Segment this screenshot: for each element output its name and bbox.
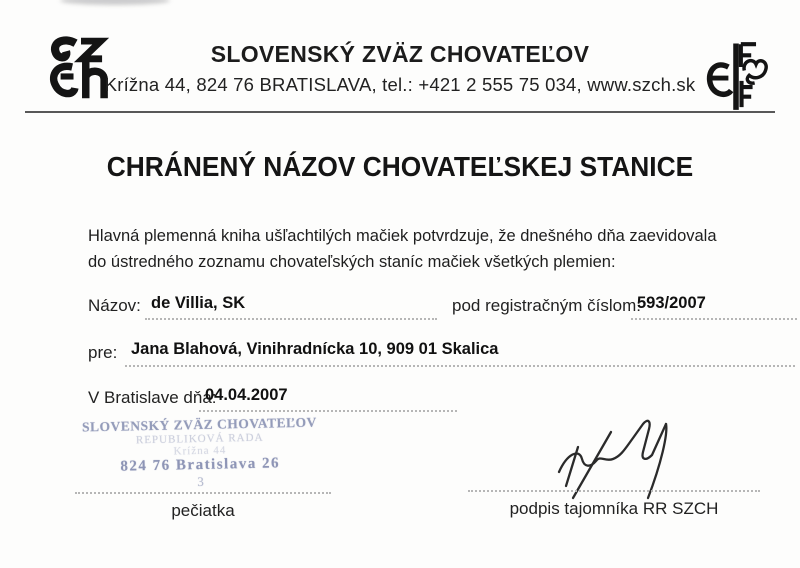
signature-caption-line — [468, 490, 760, 492]
org-address: Krížna 44, 824 76 BRATISLAVA, tel.: +421 2 555 75 034, www.szch.sk — [104, 74, 696, 95]
reg-number-label: pod registračným číslom: — [452, 296, 641, 315]
name-label: Názov: — [88, 296, 141, 315]
reg-number-value: 593/2007 — [637, 294, 706, 312]
official-stamp — [79, 414, 320, 492]
stamp-line-2: REPUBLIKOVÁ RADA — [135, 431, 264, 447]
stamp-line-5: 3 — [197, 473, 204, 490]
owner-label: pre: — [88, 343, 118, 362]
name-value: de Villia, SK — [151, 294, 246, 312]
stamp-caption: pečiatka — [171, 501, 235, 520]
header-divider — [25, 111, 775, 113]
name-dotted-line — [145, 318, 437, 320]
owner-dotted-line — [125, 365, 795, 367]
date-dotted-line — [199, 410, 457, 412]
owner-value: Jana Blahová, Vinihradnícka 10, 909 01 Skalica — [131, 340, 499, 358]
date-label: V Bratislave dňa: — [88, 388, 217, 407]
stamp-line-4: 824 76 Bratislava 26 — [120, 455, 281, 475]
date-value: 04.04.2007 — [205, 386, 288, 404]
signature — [545, 402, 700, 502]
intro-line-2: do ústredného zoznamu chovateľských staníc mačiek všetkých plemien: — [88, 253, 616, 271]
intro-paragraph — [88, 223, 748, 275]
document-title: CHRÁNENÝ NÁZOV CHOVATEĽSKEJ STANICE — [106, 151, 694, 182]
stamp-caption-line — [75, 492, 331, 494]
stamp-line-3: Krížna 44 — [173, 444, 227, 458]
reg-number-dotted-line — [631, 318, 797, 320]
stamp-line-1: SLOVENSKÝ ZVÄZ CHOVATEĽOV — [81, 414, 317, 435]
signature-caption: podpis tajomníka RR SZCH — [509, 499, 719, 518]
intro-line-1: Hlavná plemenná kniha ušľachtilých mačiek potvrdzuje, že dnešného dňa zaevidovala — [88, 227, 717, 245]
org-name: SLOVENSKÝ ZVÄZ CHOVATEĽOV — [210, 41, 590, 67]
scan-smudge — [60, 0, 170, 5]
